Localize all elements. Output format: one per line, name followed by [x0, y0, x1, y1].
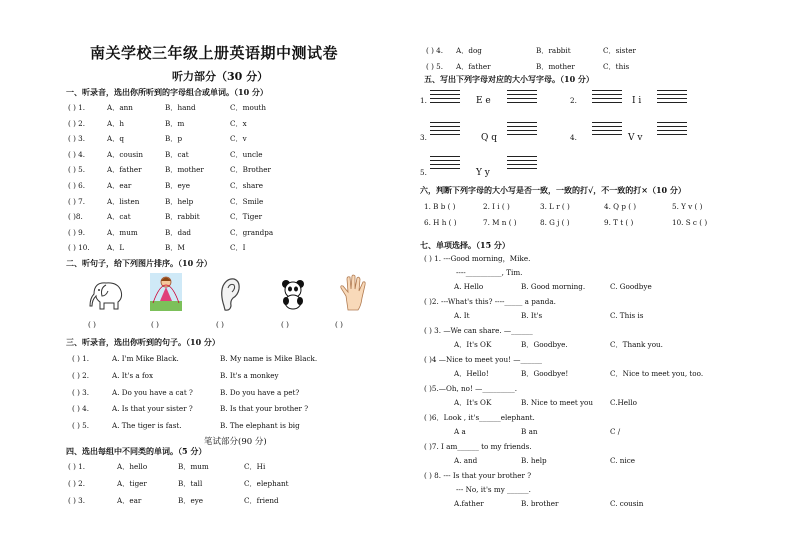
- picture-order-blank[interactable]: ( ): [216, 320, 224, 329]
- option-c: C．Thank you.: [610, 340, 663, 349]
- option-a: A．cousin: [107, 149, 143, 159]
- option-a: A．listen: [107, 196, 140, 206]
- option-a: A.father: [454, 499, 484, 508]
- option-c: C. Goodbye: [610, 282, 652, 291]
- option-a: A．cat: [107, 212, 131, 222]
- option-a: A. Is that your sister ?: [112, 404, 193, 414]
- option-c: C．Nice to meet you, too.: [610, 369, 704, 378]
- answer-bracket[interactable]: ( ) 7.: [68, 196, 86, 206]
- section-2-heading: 二、听句子，给下列图片排序。（10 分）: [66, 258, 212, 268]
- option-a: A．L: [107, 243, 125, 253]
- answer-bracket[interactable]: ( ) 5.: [68, 165, 86, 175]
- option-c: C．v: [230, 134, 247, 144]
- question-stem[interactable]: ( )6．Look , it's______elephant.: [424, 413, 535, 422]
- letter-pair: V v: [628, 133, 643, 143]
- option-c: C．mouth: [230, 103, 266, 112]
- question-stem-line2[interactable]: ----__________, Tim.: [456, 268, 523, 277]
- option-c: C．I: [230, 243, 246, 253]
- option-b: B. It's: [521, 311, 543, 320]
- writing-lines[interactable]: [507, 122, 537, 137]
- option-b: B．m: [165, 118, 185, 128]
- elephant-picture: [88, 276, 128, 314]
- item-number: 5.: [420, 168, 427, 177]
- page-title: 南关学校三年级上册英语期中测试卷: [90, 44, 339, 62]
- option-b: B an: [521, 427, 538, 436]
- picture-order-blank[interactable]: ( ): [88, 320, 96, 329]
- section-7-heading: 七、单项选择。（15 分）: [420, 240, 510, 250]
- ear-picture: [218, 276, 242, 312]
- option-c: C.Hello: [610, 398, 637, 407]
- item-number: 2.: [570, 96, 577, 105]
- answer-bracket[interactable]: ( ) 3.: [68, 134, 86, 144]
- judge-item[interactable]: 6. H h ( ): [424, 218, 457, 227]
- item-number: 1.: [420, 96, 427, 105]
- option-b: B．eye: [165, 181, 191, 190]
- option-a: A．ann: [107, 103, 133, 112]
- letter-pair: I i: [632, 96, 642, 106]
- judge-item[interactable]: 9. T t ( ): [604, 218, 634, 227]
- option-c: C. cousin: [610, 499, 644, 508]
- item-number: 4.: [570, 133, 577, 142]
- option-a: A. Hello: [454, 282, 484, 291]
- answer-bracket[interactable]: ( ) 3.: [68, 496, 86, 505]
- writing-lines[interactable]: [657, 122, 687, 137]
- option-c: C．this: [603, 62, 630, 71]
- option-b: B. brother: [521, 499, 559, 508]
- option-a: A. and: [454, 456, 478, 465]
- option-b: B．mum: [178, 462, 209, 471]
- option-a: A．hello: [117, 462, 148, 471]
- option-c: C．elephant: [244, 479, 289, 488]
- option-b: B. Do you have a pet?: [220, 387, 300, 397]
- option-a: A. The tiger is fast.: [112, 421, 182, 431]
- option-c: C．x: [230, 118, 247, 128]
- question-stem[interactable]: ( )4 —Nice to meet you! —______: [424, 355, 543, 364]
- option-c: C．uncle: [230, 149, 263, 159]
- option-c: C．friend: [244, 496, 279, 505]
- question-stem[interactable]: ( )7. I am______ to my friends.: [424, 442, 532, 451]
- option-b: B. My name is Mike Black.: [220, 354, 318, 363]
- answer-bracket[interactable]: ( ) 1.: [72, 354, 90, 363]
- letter-pair: Q q: [481, 133, 498, 143]
- answer-bracket[interactable]: ( ) 1.: [68, 103, 86, 112]
- answer-bracket[interactable]: ( ) 2.: [68, 479, 86, 488]
- writing-lines[interactable]: [592, 122, 622, 137]
- option-a: A．ear: [117, 496, 142, 505]
- question-stem[interactable]: ( ) 1. ---Good morning，Mike.: [424, 254, 531, 263]
- girl-skipping-picture: [150, 273, 182, 311]
- option-b: B．M: [165, 243, 185, 253]
- picture-order-blank[interactable]: ( ): [335, 320, 343, 329]
- option-a: A. I'm Mike Black.: [112, 354, 179, 363]
- question-stem[interactable]: ( ) 8. --- Is that your brother ?: [424, 471, 532, 480]
- option-a: A．It's OK: [454, 340, 492, 349]
- option-b: B．tall: [178, 479, 203, 488]
- option-b: B．Goodbye!: [521, 369, 569, 378]
- writing-lines[interactable]: [592, 90, 622, 105]
- option-a: A．It's OK: [454, 398, 492, 407]
- option-c: C．grandpa: [230, 227, 274, 237]
- option-b: B．cat: [165, 149, 189, 159]
- option-b: B．rabbit: [536, 46, 571, 55]
- answer-bracket[interactable]: ( ) 2.: [72, 370, 90, 380]
- option-a: A. Do you have a cat ?: [112, 387, 193, 397]
- picture-order-blank[interactable]: ( ): [281, 320, 289, 329]
- answer-bracket[interactable]: ( ) 3.: [72, 387, 90, 397]
- judge-item[interactable]: 7. M n ( ): [483, 218, 517, 227]
- option-b: B．mother: [165, 165, 204, 175]
- option-b: B. Nice to meet you: [521, 398, 594, 407]
- option-a: A. It's a fox: [112, 370, 154, 380]
- panda-picture: [280, 278, 306, 310]
- option-b: B. The elephant is big: [220, 421, 300, 431]
- option-a: A．Hello!: [454, 369, 489, 378]
- judge-item[interactable]: 4. Q p ( ): [604, 202, 637, 211]
- judge-item[interactable]: 10. S c ( ): [672, 218, 708, 227]
- option-b: B．p: [165, 134, 183, 144]
- option-b: B．rabbit: [165, 212, 200, 222]
- picture-order-blank[interactable]: ( ): [151, 320, 159, 329]
- option-c: C /: [610, 427, 621, 436]
- option-b: B．Goodbye.: [521, 340, 568, 349]
- option-a: A．mum: [107, 227, 138, 237]
- option-a: A．tiger: [117, 479, 147, 488]
- option-b: B．dad: [165, 227, 191, 237]
- option-b: B. It's a monkey: [220, 370, 279, 380]
- answer-bracket[interactable]: ( ) 1.: [68, 462, 86, 471]
- answer-bracket[interactable]: ( ) 10.: [68, 243, 90, 253]
- option-a: A a: [454, 427, 466, 436]
- option-a: A．q: [107, 134, 124, 144]
- writing-lines[interactable]: [430, 122, 460, 137]
- listening-subtitle: 听力部分（30 分）: [172, 70, 269, 83]
- question-stem-line2[interactable]: --- No, it's my ______.: [456, 485, 531, 494]
- section-5-heading: 五、写出下列字母对应的大小写字母。（10 分）: [424, 74, 594, 84]
- option-c: C．Tiger: [230, 212, 263, 222]
- writing-lines[interactable]: [430, 156, 460, 171]
- option-c: C. This is: [610, 311, 644, 320]
- section-6-heading: 六，判断下列字母的大小写是否一致，一致的打√，不一致的打×（10 分）: [420, 185, 686, 195]
- option-c: C. nice: [610, 456, 636, 465]
- answer-bracket[interactable]: ( ) 4.: [426, 46, 444, 55]
- option-a: A．father: [107, 165, 142, 175]
- answer-bracket[interactable]: ( ) 5.: [72, 421, 90, 431]
- answer-bracket[interactable]: ( )8.: [68, 212, 83, 222]
- judge-item[interactable]: 1. B b ( ): [424, 202, 456, 211]
- section-3-heading: 三、听录音，选出你听到的句子。（10 分）: [66, 337, 220, 347]
- option-b: B．mother: [536, 62, 575, 71]
- option-b: B. help: [521, 456, 547, 465]
- writing-lines[interactable]: [657, 90, 687, 105]
- option-c: C．Hi: [244, 462, 266, 471]
- judge-item[interactable]: 8. G j ( ): [540, 218, 570, 227]
- writing-lines[interactable]: [430, 90, 460, 105]
- option-c: C．sister: [603, 46, 636, 55]
- hand-picture: [338, 274, 372, 312]
- question-stem[interactable]: ( )2. ---What's this? ----_____ a panda.: [424, 297, 556, 306]
- letter-pair: Y y: [476, 168, 490, 178]
- written-part-title: 笔试部分(90 分): [204, 437, 267, 447]
- option-b: B．help: [165, 196, 194, 206]
- answer-bracket[interactable]: ( ) 4.: [68, 149, 86, 159]
- judge-item[interactable]: 3. L r ( ): [540, 202, 570, 211]
- writing-lines[interactable]: [507, 90, 537, 105]
- option-a: A. It: [454, 311, 470, 320]
- option-c: C．Smile: [230, 196, 264, 206]
- option-a: A．h: [107, 118, 125, 128]
- section-1-heading: 一、听录音，选出你所听到的字母组合或单词。（10 分）: [66, 87, 268, 97]
- answer-bracket[interactable]: ( ) 4.: [72, 404, 90, 414]
- option-b: B．eye: [178, 496, 204, 505]
- option-a: A．ear: [107, 181, 132, 190]
- judge-item[interactable]: 5. Y v ( ): [672, 202, 703, 211]
- answer-bracket[interactable]: ( ) 5.: [426, 62, 444, 71]
- item-number: 3.: [420, 133, 427, 142]
- answer-bracket[interactable]: ( ) 9.: [68, 227, 86, 237]
- answer-bracket[interactable]: ( ) 6.: [68, 181, 86, 190]
- letter-pair: E e: [476, 96, 491, 106]
- option-b: B．hand: [165, 103, 196, 112]
- judge-item[interactable]: 2. I i ( ): [483, 202, 510, 211]
- option-c: C．share: [230, 181, 263, 190]
- question-stem[interactable]: ( )5.—Oh, no! —_________.: [424, 384, 517, 393]
- option-a: A．father: [456, 62, 491, 71]
- option-a: A．dog: [456, 46, 482, 55]
- option-b: B. Is that your brother ?: [220, 404, 309, 414]
- question-stem[interactable]: ( ) 3. —We can share. —______: [424, 326, 533, 335]
- section-4-heading: 四、选出每组中不同类的单词。（5 分）: [66, 446, 207, 456]
- option-c: C．Brother: [230, 165, 271, 175]
- writing-lines[interactable]: [507, 156, 537, 171]
- option-b: B. Good morning.: [521, 282, 586, 291]
- answer-bracket[interactable]: ( ) 2.: [68, 118, 86, 128]
